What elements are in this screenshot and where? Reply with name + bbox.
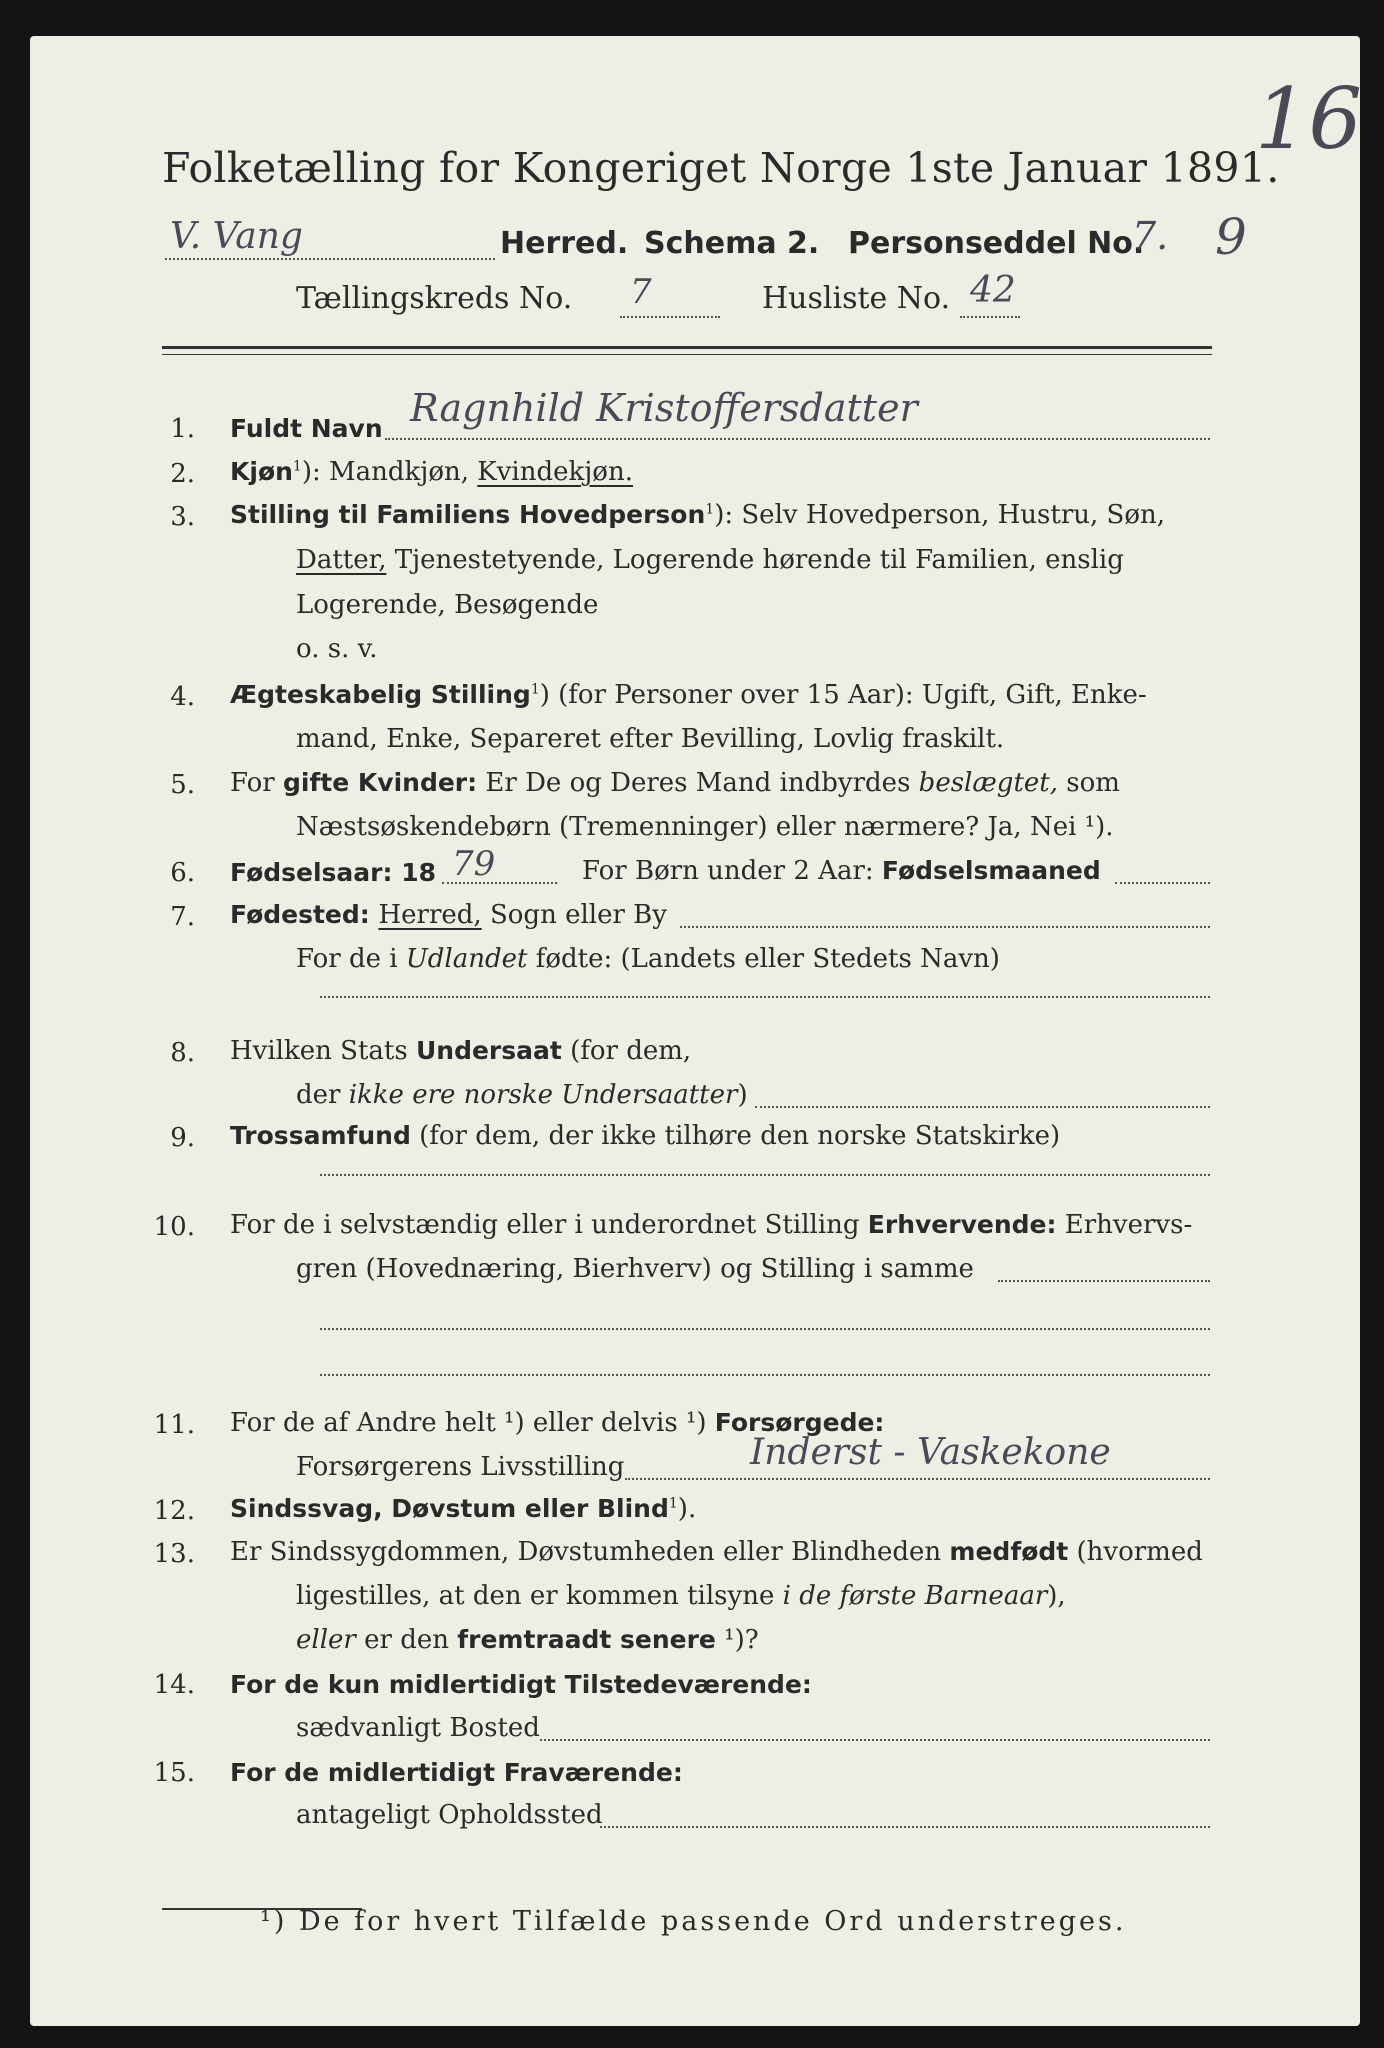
occupation-label: Erhvervende: [867,1210,1057,1239]
footnote-text: De for hvert Tilfælde passende Ord understreges. [298,1906,1127,1937]
header-rule-thin [162,354,1212,355]
birthplace-row: Fødested: Herred, Sogn eller By [230,900,667,930]
disability-row: Sindssvag, Døvstum eller Blind$^1$). [230,1494,697,1524]
marital-label: Ægteskabelig Stilling [230,680,531,709]
birth-year-line [442,882,557,884]
birthplace-line [680,926,1210,928]
supported-label: Forsørgede: [714,1408,885,1437]
provider-occupation-value: Inderst - Vaskekone [750,1432,1111,1473]
temporary-present-label: For de kun midlertidigt Tilstedeværende: [230,1670,812,1699]
sex-selected: Kvindekjøn. [477,457,633,487]
herred-dotted-line [165,258,495,260]
kreds-label: Tællingskreds No. [296,281,573,316]
marital-options-1: ) (for Personer over 15 Aar): Ugift, Gift, Enke- [539,680,1147,710]
full-name-line [385,438,1210,440]
footnote-ref: 1 [705,501,715,518]
item-number: 15. [153,1758,195,1788]
religion-row: Trossamfund (for dem, der ikke tilhøre den norske Statskirke) [230,1121,1061,1151]
item-number: 1. [170,414,195,444]
married-options: Næstsøskendebørn (Tremenninger) eller nærmere? Ja, Nei ¹). [296,812,1114,842]
herred-value: V. Vang [170,216,303,257]
birthplace-label: Fødested: [230,900,379,929]
item-number: 13. [153,1539,195,1569]
temporary-absent-label: For de midlertidigt Fraværende: [230,1758,683,1787]
subject-line [755,1106,1210,1108]
birth-year-label: Fødselsaar: 18 [230,858,436,887]
item-number: 8. [170,1038,195,1068]
subject-label: Undersaat [415,1036,562,1065]
foreign-birth-line [320,996,1210,998]
footnote-mark: ¹) [260,1906,288,1937]
footnote [260,1906,1126,1937]
birth-year-value: 79 [452,844,496,884]
occupation-row: For de i selvstændig eller i underordnet Stilling Erhvervende: Erhvervs- [230,1210,1193,1240]
occupation-row-2: gren (Hovednæring, Bierhverv) og Stilling i samme [296,1254,974,1284]
birth-month-line [1115,882,1210,884]
herred-label: Herred. [500,226,629,261]
sex-options: ): Mandkjøn, [301,457,478,487]
usual-residence-label: sædvanligt Bosted [296,1713,540,1743]
schema-label: Schema 2. [644,226,820,261]
married-label: gifte Kvinder: [282,768,478,797]
personseddel-label: Personseddel No. [848,226,1145,261]
position-options-1: ): Selv Hovedperson, Hustru, Søn, [714,500,1166,530]
position-selected: Datter, [296,545,387,575]
position-options-4: o. s. v. [296,634,378,664]
item-number: 12. [153,1496,195,1526]
foreign-birth-row: For de i Udlandet fødte: (Landets eller Stedets Navn) [296,944,1000,974]
subject-row-2: der ikke ere norske Undersaatter) [296,1080,748,1110]
personseddel-extra: 9 [1215,208,1247,266]
position-row-2 [296,545,1124,575]
sex-label: Kjøn [230,457,293,486]
congenital-row: Er Sindssygdommen, Døvstumheden eller Blindheden medfødt (hvormed [230,1537,1203,1567]
item-number: 11. [153,1410,195,1440]
full-name-value: Ragnhild Kristoffersdatter [410,386,918,430]
position-row [230,500,1165,530]
item-number: 5. [170,770,195,800]
full-name-label: Fuldt Navn [230,414,383,443]
kreds-dotted-line [620,316,720,318]
item-number: 3. [170,502,195,532]
position-options-3: Logerende, Besøgende [296,590,599,620]
footnote-ref: 1 [292,458,302,475]
corner-number: 16 [1255,70,1362,168]
supported-row: For de af Andre helt ¹) eller delvis ¹) Forsørgede: [230,1408,885,1438]
personseddel-value: 7. [1132,214,1169,258]
probable-residence-line [600,1826,1210,1828]
birth-month-label: Fødselsmaaned [881,856,1101,885]
item-number: 7. [170,902,195,932]
religion-line [320,1174,1210,1176]
item-number: 10. [153,1212,195,1242]
usual-residence-line [540,1739,1210,1741]
marital-options-2: mand, Enke, Separeret efter Bevilling, Lovlig fraskilt. [296,724,1005,754]
congenital-label: medfødt [949,1537,1069,1566]
item-number: 4. [170,682,195,712]
subject-row: Hvilken Stats Undersaat (for dem, [230,1036,692,1066]
provider-occupation-line [625,1478,1210,1480]
provider-occupation-label: Forsørgerens Livsstilling [296,1452,625,1482]
kreds-value: 7 [630,272,652,312]
congenital-row-3: eller er den fremtraadt senere ¹)? [296,1625,759,1655]
header-rule [162,346,1212,349]
form-title: Folketælling for Kongeriget Norge 1ste Januar 1891. [162,144,1280,192]
item-number: 9. [170,1123,195,1153]
item-number: 14. [153,1670,195,1700]
census-form-page [30,36,1360,2026]
husliste-value: 42 [970,270,1016,311]
item-number: 6. [170,858,195,888]
congenital-row-2: ligestilles, at den er kommen tilsyne i de første Barneaar), [296,1581,1066,1611]
occupation-line-1 [998,1280,1210,1282]
occupation-line-3 [320,1374,1210,1376]
marital-row: Ægteskabelig Stilling$^1$) (for Personer over 15 Aar): Ugift, Gift, Enke- [230,680,1147,710]
religion-label: Trossamfund [230,1121,411,1150]
item-number: 2. [170,459,195,489]
birth-month-row: For Børn under 2 Aar: Fødselsmaaned [582,856,1101,886]
position-label: Stilling til Familiens Hovedperson [230,500,706,529]
birthplace-selected: Herred, [378,900,482,930]
occupation-line-2 [320,1328,1210,1330]
husliste-dotted-line [960,316,1020,318]
husliste-label: Husliste No. [762,281,951,316]
disability-label: Sindssvag, Døvstum eller Blind [230,1494,669,1523]
probable-residence-label: antageligt Opholdssted [296,1800,603,1830]
sex-row [230,457,633,487]
married-row: For gifte Kvinder: Er De og Deres Mand indbyrdes beslægtet, som [230,768,1120,798]
position-options-2: Tjenestetyende, Logerende hørende til Familien, enslig [386,545,1124,575]
